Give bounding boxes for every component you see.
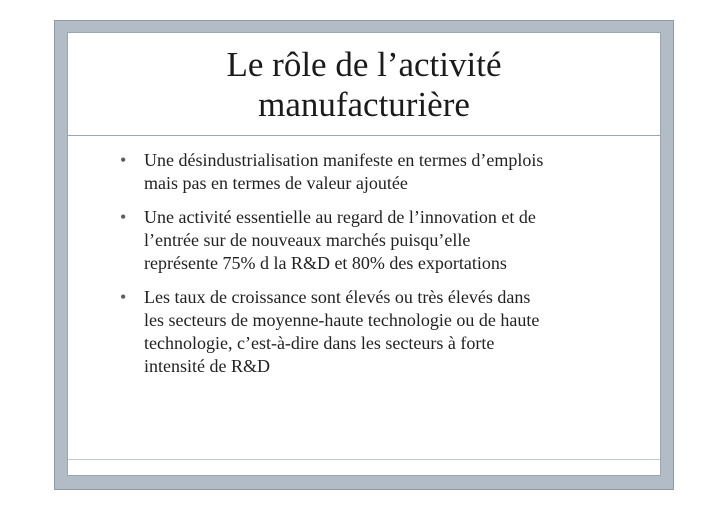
bullet-item — [118, 206, 633, 275]
footer-divider — [68, 459, 660, 460]
bullet-line: intensité de R&D — [144, 356, 270, 376]
slide-title-line-1: Le rôle de l’activité — [226, 45, 502, 84]
bullet-text — [144, 149, 633, 195]
bullet-dot-icon: • — [120, 207, 127, 227]
bullet-line: les secteurs de moyenne-haute technologie ou de haute — [144, 310, 540, 330]
bullet-item — [118, 286, 633, 378]
slide-title — [68, 45, 660, 155]
bullet-line: Une désindustrialisation manifeste en termes d’emplois — [144, 150, 544, 170]
bullet-text — [144, 286, 633, 378]
bullet-line: Une activité essentielle au regard de l’innovation et de — [144, 207, 536, 227]
slide-content — [67, 32, 661, 476]
title-divider — [68, 135, 660, 136]
bullet-dot-icon: • — [120, 287, 127, 307]
bullet-text — [144, 206, 633, 275]
slide-frame — [54, 20, 674, 490]
bullet-line: Les taux de croissance sont élevés ou très élevés dans — [144, 287, 531, 307]
bullet-line: technologie, c’est-à-dire dans les secteurs à forte — [144, 333, 495, 353]
bullet-line: l’entrée sur de nouveaux marchés puisqu’elle — [144, 230, 471, 250]
bullet-line: mais pas en termes de valeur ajoutée — [144, 173, 408, 193]
bullet-list — [118, 149, 633, 389]
bullet-dot-icon: • — [120, 150, 127, 170]
bullet-item — [118, 149, 633, 195]
slide-title-line-2: manufacturière — [258, 85, 470, 124]
bullet-line: représente 75% d la R&D et 80% des exportations — [144, 253, 507, 273]
